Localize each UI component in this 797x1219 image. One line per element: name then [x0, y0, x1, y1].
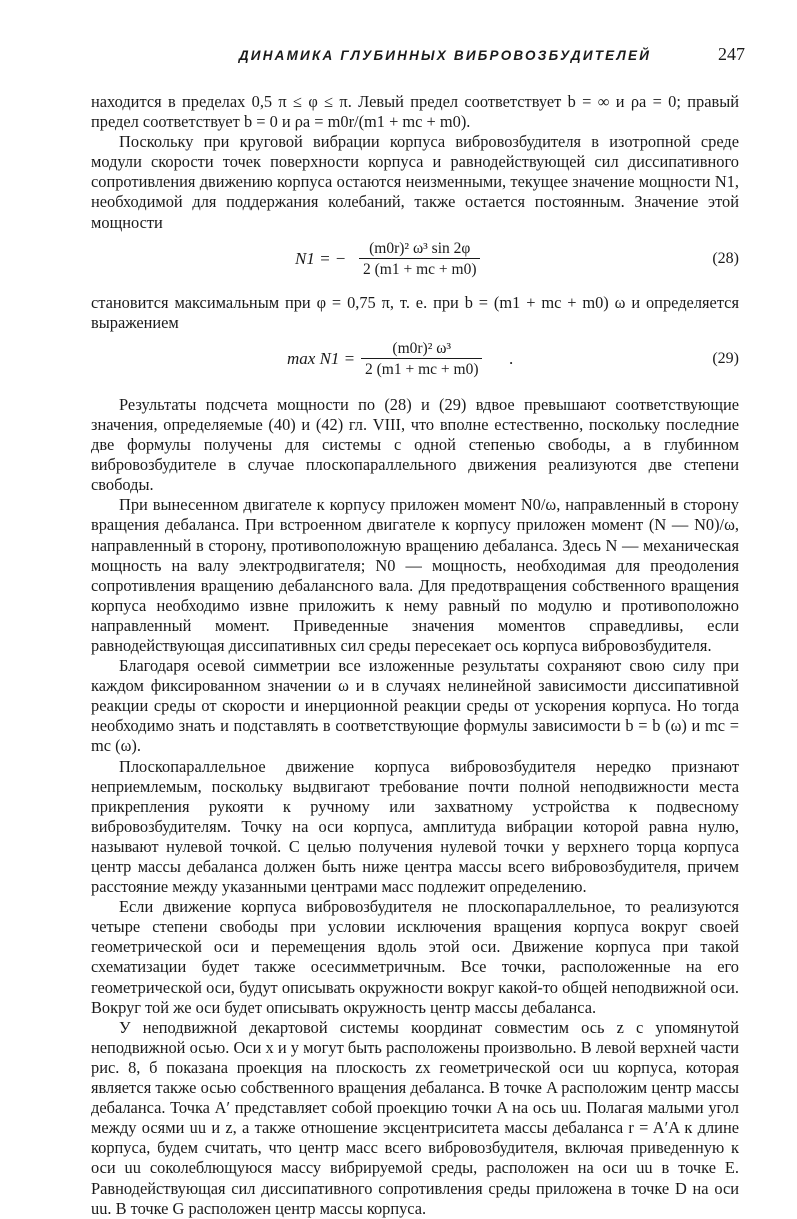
- equation-29-number: (29): [712, 349, 739, 367]
- paragraph-6: Благодаря осевой симметрии все изложенные результаты сохраняют свою силу при каждом фиксированном значении ω и в случаях нелинейной зависимости диссипативной реакции среды от скорости и инерционной реакции среды от ускорения корпуса. Но тогда необходимо знать и подставлять в соответствующие формулы зависимости b = b (ω) и mc = mc (ω).: [91, 656, 739, 756]
- equation-29-period: .: [509, 348, 514, 368]
- equation-29-denominator: 2 (m1 + mc + m0): [361, 358, 482, 379]
- equation-28-denominator: 2 (m1 + mc + m0): [359, 258, 480, 279]
- paragraph-4: Результаты подсчета мощности по (28) и (29) вдвое превышают соответствующие значения, определяемые (40) и (42) гл. VIII, что вполне естественно, поскольку последние две формулы получены для системы с одной степенью свободы, а в глубинном вибровозбудителе в случае плоскопараллельного движения реализуются две степени свободы.: [91, 394, 739, 495]
- body-text: [91, 92, 739, 1219]
- running-title: ДИНАМИКА ГЛУБИННЫХ ВИБРОВОЗБУДИТЕЛЕЙ: [238, 48, 652, 63]
- equation-29-fraction: [361, 339, 482, 379]
- equation-28-fraction: [359, 239, 480, 279]
- equation-28-number: (28): [712, 249, 739, 267]
- equation-29-numerator: (m0r)² ω³: [392, 339, 452, 357]
- equation-28: [91, 239, 739, 283]
- equation-29-lhs: max N1 =: [287, 348, 356, 368]
- paragraph-5: При вынесенном двигателе к корпусу приложен момент N0/ω, направленный в сторону вращения дебаланса. При встроенном двигателе к корпусу приложен момент (N — N0)/ω, направленный в сторону, противоположную вращению дебаланса. Здесь N — механическая мощность на валу электродвигателя; N0 — мощность, необходимая для преодоления сопротивления вращению дебалансного вала. Для предотвращения собственного вращения корпуса необходимо извне приложить к нему равный по модулю и противоположно направленный момент. Приведенные значения моментов справедливы, если равнодействующая диссипативных сил среды пересекает ось корпуса вибровозбудителя.: [91, 495, 739, 655]
- equation-28-lhs: N1 = −: [295, 248, 347, 268]
- paragraph-1: находится в пределах 0,5 π ≤ φ ≤ π. Левый предел соответствует b = ∞ и ρa = 0; правый предел соответствует b = 0 и ρa = m0r/(m1 + mc + m0).: [91, 92, 739, 132]
- equation-28-numerator: (m0r)² ω³ sin 2φ: [369, 239, 471, 257]
- paragraph-7: Плоскопараллельное движение корпуса вибровозбудителя нередко признают неприемлемым, поскольку выдвигают требование почти полной неподвижности места прикрепления рукояти к ручному или захватному устройства к подвесному вибровозбудителям. Точку на оси корпуса, амплитуда вибрации которой равна нулю, называют нулевой точкой. С целью получения нулевой точки у верхнего торца корпуса центр массы дебаланса должен быть ниже центра массы всего вибровозбудителя, причем расстояние между указанными центрами масс подлежит определению.: [91, 756, 739, 897]
- equation-29: [91, 339, 739, 383]
- paragraph-3: становится максимальным при φ = 0,75 π, т. е. при b = (m1 + mc + m0) ω и определяется выражением: [91, 292, 739, 332]
- paragraph-8: Если движение корпуса вибровозбудителя не плоскопараллельное, то реализуются четыре степени свободы при условии исключения вращения корпуса вокруг своей геометрической оси и перемещения вдоль этой оси. Движение корпуса при такой схематизации будет также осесимметричным. Все точки, расположенные на его геометрической оси, будут описывать окружности вокруг какой-то общей неподвижной оси. Вокруг той же оси будет описывать окружность центр массы дебаланса.: [91, 897, 739, 1017]
- page-number: 247: [718, 44, 745, 64]
- paragraph-2: Поскольку при круговой вибрации корпуса вибровозбудителя в изотропной среде модули скорости точек поверхности корпуса и равнодействующей сил диссипативного сопротивления движению корпуса остаются неизменными, текущее значение мощности N1, необходимой для поддержания колебаний, также остается постоянным. Значение этой мощности: [91, 132, 739, 232]
- paragraph-9: У неподвижной декартовой системы координат совместим ось z с упомянутой неподвижной осью. Оси x и y могут быть расположены произвольно. В левой верхней части рис. 8, б показана проекция на плоскость zx геометрической оси uu корпуса, которая является также осью собственного вращения дебаланса. В точке A расположим центр массы дебаланса. Точка A′ представляет собой проекцию точки A на ось uu. Полагая малыми угол между осями uu и z, а также отношение эксцентриситета массы дебаланса r = A′A к длине корпуса, будем считать, что центр масс всего вибровозбудителя, включая приведенную к оси uu соколеблющуюся массу вибрируемой среды, расположен на оси uu в точке E. Равнодействующая сил диссипативного сопротивления среды приложена в точке D на оси uu. В точке G расположен центр массы корпуса.: [91, 1017, 739, 1218]
